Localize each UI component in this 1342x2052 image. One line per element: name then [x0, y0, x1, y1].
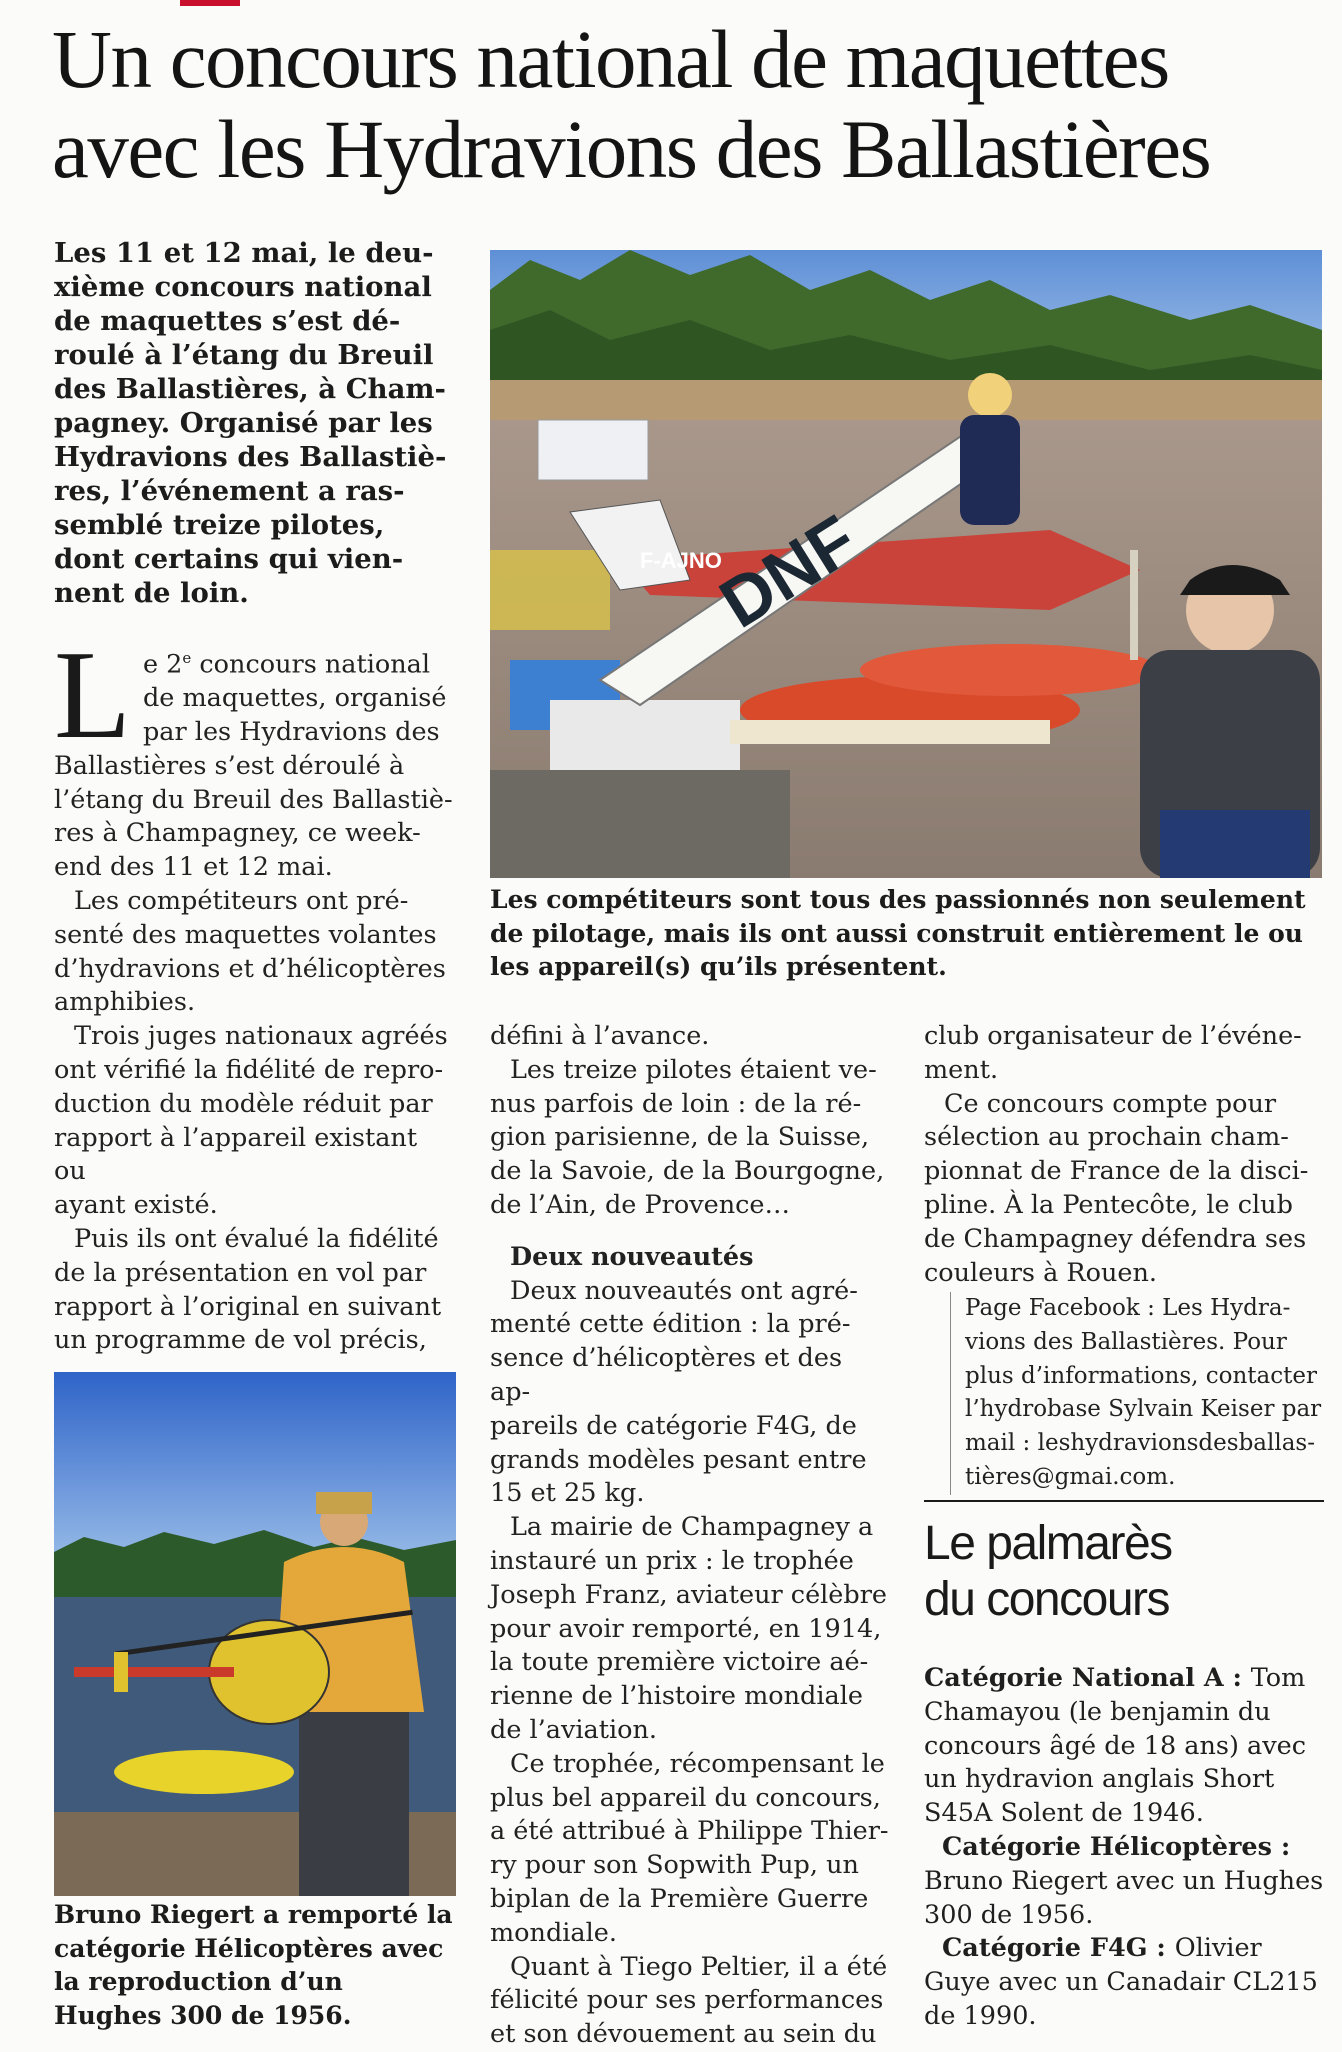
caption-line: la reproduction d’un — [54, 1967, 343, 1996]
palmares-entry: Catégorie National A : Tom Chamayou (le benjamin du concours âgé de 18 ans) avec un hydravion anglais Short S45A Solent de 1946. — [924, 1663, 1307, 1829]
body-line: biplan de la Première Guerre — [490, 1883, 869, 1914]
article-column-3 — [924, 1020, 1324, 1290]
info-line: tières@gmai.com. — [965, 1463, 1176, 1490]
body-line: ont vérifié la fidélité de repro- — [54, 1055, 444, 1086]
contact-info — [950, 1292, 1335, 1495]
headline-line-2: avec les Hydravions des Ballastières — [52, 103, 1211, 195]
body-line: de maquettes, organisé — [142, 683, 447, 714]
body-line: end des 11 et 12 mai. — [54, 852, 333, 883]
info-line: vions des Ballastières. Pour — [965, 1328, 1287, 1355]
body-line: Ce trophée, récompensant le — [510, 1748, 885, 1779]
body-line: Ce concours compte pour — [944, 1088, 1277, 1119]
main-photo — [490, 250, 1322, 878]
body-line: grands modèles pesant entre — [490, 1444, 867, 1475]
palmares-list — [924, 1662, 1324, 2034]
body-line: Les treize pilotes étaient ve- — [510, 1054, 877, 1085]
lede-line: semblé treize pilotes, — [54, 509, 385, 541]
lede-line: Hydravions des Ballastiè- — [54, 441, 447, 473]
caption-line: Bruno Riegert a remporté la — [54, 1900, 453, 1929]
caption-line: les appareil(s) qu’ils présentent. — [490, 952, 947, 981]
body-line: ayant existé. — [54, 1190, 218, 1221]
body-line: un programme de vol précis, — [54, 1325, 427, 1356]
section-tab-mark — [180, 0, 240, 6]
body-line: pour avoir remporté, en 1914, — [490, 1613, 882, 1644]
lede-line: roulé à l’étang du Breuil — [54, 339, 434, 371]
body-line: Joseph Franz, aviateur célèbre — [490, 1579, 888, 1610]
helicopter-photo-illustration — [54, 1372, 456, 1896]
body-line: menté cette édition : la pré- — [490, 1309, 851, 1340]
caption-line: catégorie Hélicoptères avec — [54, 1933, 444, 1963]
body-line: rienne de l’histoire mondiale — [490, 1681, 863, 1712]
palmares-title-line: Le palmarès — [924, 1517, 1172, 1570]
caption-line: Les compétiteurs sont tous des passionnés non seulement — [490, 885, 1306, 914]
info-line: l’hydrobase Sylvain Keiser par — [965, 1396, 1322, 1423]
body-line: plus bel appareil du concours, — [490, 1782, 881, 1813]
body-line: ment. — [924, 1054, 999, 1085]
body-line: senté des maquettes volantes — [54, 919, 437, 950]
body-line: 15 et 25 kg. — [490, 1478, 645, 1509]
article-column-1 — [54, 626, 456, 1358]
body-line: de Champagney défendra ses — [924, 1223, 1307, 1254]
body-line: sélection au prochain cham- — [924, 1122, 1289, 1153]
body-line: pareils de catégorie F4G, de — [490, 1410, 857, 1441]
body-line: club organisateur de l’événe- — [924, 1021, 1302, 1051]
body-line: de la Savoie, de la Bourgogne, — [490, 1156, 885, 1187]
lede-line: dont certains qui vien- — [54, 543, 404, 575]
body-line: e 2e concours national — [142, 649, 431, 680]
lede-line: pagney. Organisé par les — [54, 407, 433, 439]
info-line: Page Facebook : Les Hydra- — [965, 1295, 1291, 1321]
body-line: pline. À la Pentecôte, le club — [924, 1189, 1293, 1220]
body-line: res à Champagney, ce week- — [54, 818, 421, 849]
helicopter-photo-caption — [54, 1898, 456, 2032]
palmares-rule — [924, 1500, 1324, 1502]
body-line: défini à l’avance. — [490, 1021, 710, 1051]
lede-line: xième concours national — [54, 271, 432, 303]
body-line: de l’Ain, de Provence… — [490, 1189, 790, 1220]
lede-line: res, l’événement a ras- — [54, 475, 405, 507]
svg-text:DNF: DNF — [706, 500, 870, 643]
subheading: Deux nouveautés — [510, 1241, 754, 1272]
body-line: a été attribué à Philippe Thier- — [490, 1816, 889, 1847]
body-line: d’hydravions et d’hélicoptères — [54, 953, 446, 984]
body-line: gion parisienne, de la Suisse, — [490, 1122, 870, 1153]
body-line: l’étang du Breuil des Ballastiè- — [54, 784, 453, 815]
body-line: de l’aviation. — [490, 1714, 658, 1745]
lede-line: nent de loin. — [54, 577, 249, 609]
registration-text: F-AJNO — [640, 548, 722, 573]
seaplane-photo-illustration — [490, 250, 1322, 878]
body-line: Trois juges nationaux agréés — [74, 1021, 448, 1052]
body-line: Ballastières s’est déroulé à — [54, 750, 405, 781]
helicopter-photo — [54, 1372, 456, 1896]
palmares-title-line: du concours — [924, 1573, 1169, 1626]
body-line: de la présentation en vol par — [54, 1257, 427, 1288]
drop-cap: L — [54, 626, 131, 765]
lede-line: de maquettes s’est dé- — [54, 305, 401, 337]
body-line: par les Hydravions des — [142, 717, 440, 748]
body-line: mondiale. — [490, 1917, 617, 1948]
headline — [52, 14, 1312, 194]
lede-line: Les 11 et 12 mai, le deu- — [54, 237, 434, 269]
body-line: couleurs à Rouen. — [924, 1257, 1158, 1288]
palmares-entry: Catégorie F4G : Olivier Guye avec un Canadair CL215 de 1990. — [924, 1933, 1318, 2031]
caption-line: de pilotage, mais ils ont aussi construit entièrement le ou — [490, 918, 1303, 948]
body-line: Deux nouveautés ont agré- — [510, 1275, 858, 1306]
body-line: duction du modèle réduit par — [54, 1088, 433, 1119]
body-line: rapport à l’appareil existant ou — [54, 1122, 418, 1187]
palmares-entry: Catégorie Hélicoptères : Bruno Riegert avec un Hughes 300 de 1956. — [924, 1831, 1324, 1930]
lede-line: des Ballastières, à Cham- — [54, 373, 446, 405]
main-photo-caption — [490, 883, 1322, 984]
body-line: rapport à l’original en suivant — [54, 1291, 442, 1322]
headline-line-1: Un concours national de maquettes — [52, 13, 1169, 105]
body-line: amphibies. — [54, 987, 196, 1018]
body-line: La mairie de Champagney a — [510, 1512, 874, 1543]
caption-line: Hughes 300 de 1956. — [54, 2000, 352, 2030]
body-line: Les compétiteurs ont pré- — [74, 886, 409, 917]
body-line: instauré un prix : le trophée — [490, 1545, 854, 1576]
lede — [54, 236, 456, 610]
body-line: ry pour son Sopwith Pup, un — [490, 1850, 859, 1881]
body-line: sence d’hélicoptères et des ap- — [490, 1343, 843, 1407]
info-line: mail : leshydravionsdesballas- — [965, 1430, 1315, 1457]
body-line: et son dévouement au sein du — [490, 2019, 877, 2050]
article-column-2 — [490, 1020, 890, 2052]
body-line: Puis ils ont évalué la fidélité — [74, 1224, 439, 1255]
body-line: la toute première victoire aé- — [490, 1647, 869, 1678]
body-line: félicité pour ses performances — [490, 1985, 884, 2016]
palmares-title — [924, 1516, 1324, 1628]
body-line: Quant à Tiego Peltier, il a été — [510, 1951, 888, 1982]
body-line: pionnat de France de la disci- — [924, 1156, 1309, 1187]
body-line: nus parfois de loin : de la ré- — [490, 1088, 862, 1119]
info-line: plus d’informations, contacter — [965, 1362, 1317, 1389]
